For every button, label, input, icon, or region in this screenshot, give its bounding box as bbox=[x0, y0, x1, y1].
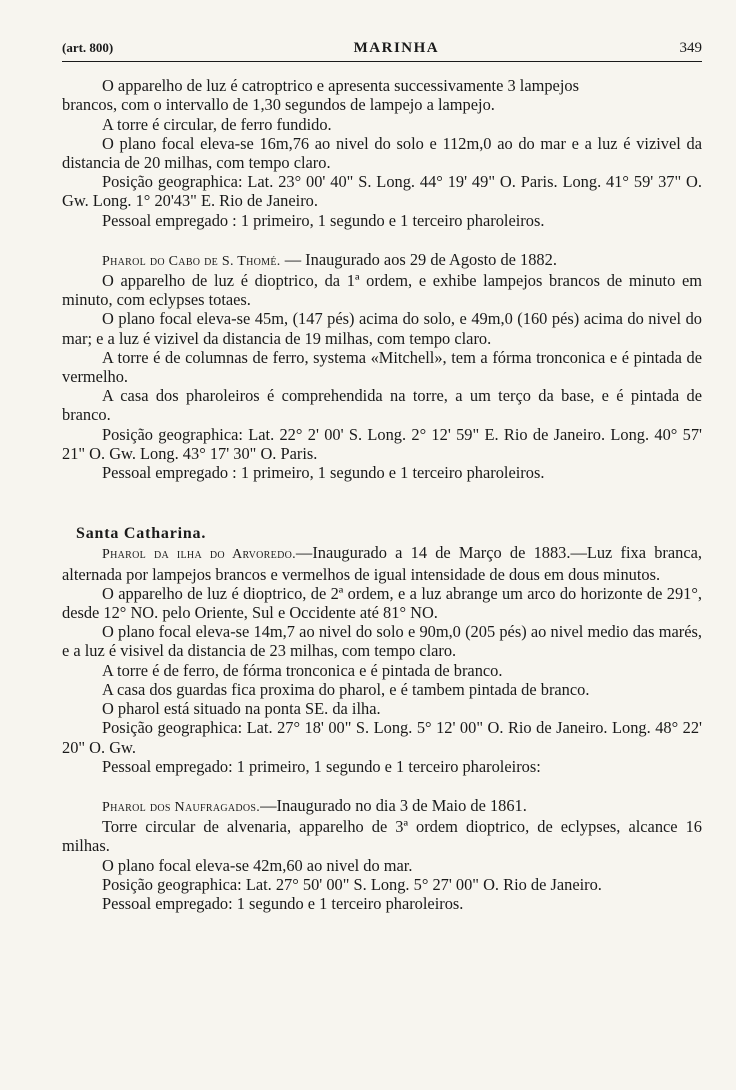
paragraph: O plano focal eleva-se 14m,7 ao nivel do solo e 90m,0 (205 pés) ao nivel medio das marés, e a luz é visivel da distancia de 23 milhas, com tempo claro. bbox=[62, 622, 702, 661]
lighthouse-entry-arvoredo bbox=[62, 543, 702, 775]
paragraph: O apparelho de luz é dioptrico, da 1ª ordem, e exhibe lampejos brancos de minuto em minuto, com eclypses totaes. bbox=[62, 271, 702, 310]
lighthouse-entry-naufragados bbox=[62, 796, 702, 913]
paragraph: Posição geographica: Lat. 22° 2' 00' S. Long. 2° 12' 59" E. Rio de Janeiro. Long. 40° 57' 21" O. Gw. Long. 43° 17' 30" O. Paris. bbox=[62, 424, 702, 463]
paragraph: O plano focal eleva-se 42m,60 ao nivel do mar. bbox=[102, 855, 413, 875]
entry-heading: Pharol dos Naufragados. bbox=[102, 799, 261, 815]
section-heading: Santa Catharina. bbox=[76, 525, 207, 543]
entry-intro-text: —Inaugurado a 14 de Março de 1883.—Luz fixa branca, alternada por lampejos brancos e vermelhos de igual intensidade de dous em dous minutos. bbox=[62, 543, 702, 584]
paragraph: Pessoal empregado : 1 primeiro, 1 segundo e 1 terceiro pharoleiros. bbox=[102, 463, 545, 483]
entry-intro bbox=[62, 250, 702, 271]
paragraph: Pessoal empregado : 1 primeiro, 1 segundo e 1 terceiro pharoleiros. bbox=[102, 210, 545, 230]
article-reference: (art. 800) bbox=[62, 40, 114, 55]
paragraph: O plano focal eleva-se 45m, (147 pés) acima do solo, e 49m,0 (160 pés) acima do nivel do mar; e a luz é vizivel da distancia de 19 milhas, com tempo claro. bbox=[62, 309, 702, 348]
lighthouse-entry-1 bbox=[62, 76, 702, 230]
document-page bbox=[62, 38, 702, 913]
paragraph: O plano focal eleva-se 16m,76 ao nivel do solo e 112m,0 ao do mar e a luz é vizivel da distancia de 20 milhas, com tempo claro. bbox=[62, 133, 702, 173]
paragraph: Pessoal empregado: 1 primeiro, 1 segundo e 1 terceiro pharoleiros: bbox=[102, 756, 541, 776]
paragraph: A torre é de columnas de ferro, systema «Mitchell», tem a fórma tronconica e é pintada de vermelho. bbox=[62, 347, 702, 387]
paragraph: Posição geographica: Lat. 27° 50' 00" S. Long. 5° 27' 00" O. Rio de Janeiro. bbox=[102, 874, 602, 894]
paragraph: brancos, com o intervallo de 1,30 segundos de lampejo a lampejo. bbox=[62, 95, 495, 115]
paragraph: Posição geographica: Lat. 23° 00' 40" S. Long. 44° 19' 49" O. Paris. Long. 41° 59' 37" O. Gw. Long. 1° 20'43" E. Rio de Janeiro. bbox=[62, 172, 702, 211]
paragraph: O pharol está situado na ponta SE. da ilha. bbox=[102, 699, 381, 719]
paragraph: Torre circular de alvenaria, apparelho de 3ª ordem dioptrico, de eclypses, alcance 16 milhas. bbox=[62, 817, 702, 856]
entry-heading: Pharol do Cabo de S. Thomé. bbox=[102, 253, 281, 269]
entry-intro-text: — Inaugurado aos 29 de Agosto de 1882. bbox=[280, 249, 557, 269]
paragraph: A casa dos guardas fica proxima do pharol, e é tambem pintada de branco. bbox=[102, 679, 590, 699]
paragraph: A casa dos pharoleiros é comprehendida na torre, a um terço da base, e é pintada de branco. bbox=[62, 386, 702, 425]
paragraph: A torre é de ferro, de fórma tronconica e é pintada de branco. bbox=[102, 660, 503, 680]
page-number: 349 bbox=[679, 40, 702, 56]
page-header bbox=[62, 38, 702, 62]
paragraph: Posição geographica: Lat. 27° 18' 00" S. Long. 5° 12' 00" O. Rio de Janeiro. Long. 48° 22' 20" O. Gw. bbox=[62, 718, 702, 757]
lighthouse-entry-cabo-sao-tome bbox=[62, 250, 702, 482]
paragraph: Pessoal empregado: 1 segundo e 1 terceiro pharoleiros. bbox=[102, 893, 464, 913]
entry-heading: Pharol da ilha do Arvoredo. bbox=[102, 547, 296, 563]
running-title: MARINHA bbox=[353, 40, 440, 56]
paragraph: O apparelho de luz é dioptrico, de 2ª ordem, e a luz abrange um arco do horizonte de 291°, desde 12° NO. pelo Oriente, Sul e Occidente até 81° NO. bbox=[62, 583, 702, 623]
entry-intro-text: —Inaugurado no dia 3 de Maio de 1861. bbox=[260, 795, 527, 815]
entry-intro bbox=[62, 796, 702, 817]
entry-intro bbox=[62, 543, 702, 583]
paragraph: O apparelho de luz é catroptrico e apresenta successivamente 3 lampejos bbox=[102, 76, 579, 96]
paragraph: A torre é circular, de ferro fundido. bbox=[102, 114, 332, 134]
